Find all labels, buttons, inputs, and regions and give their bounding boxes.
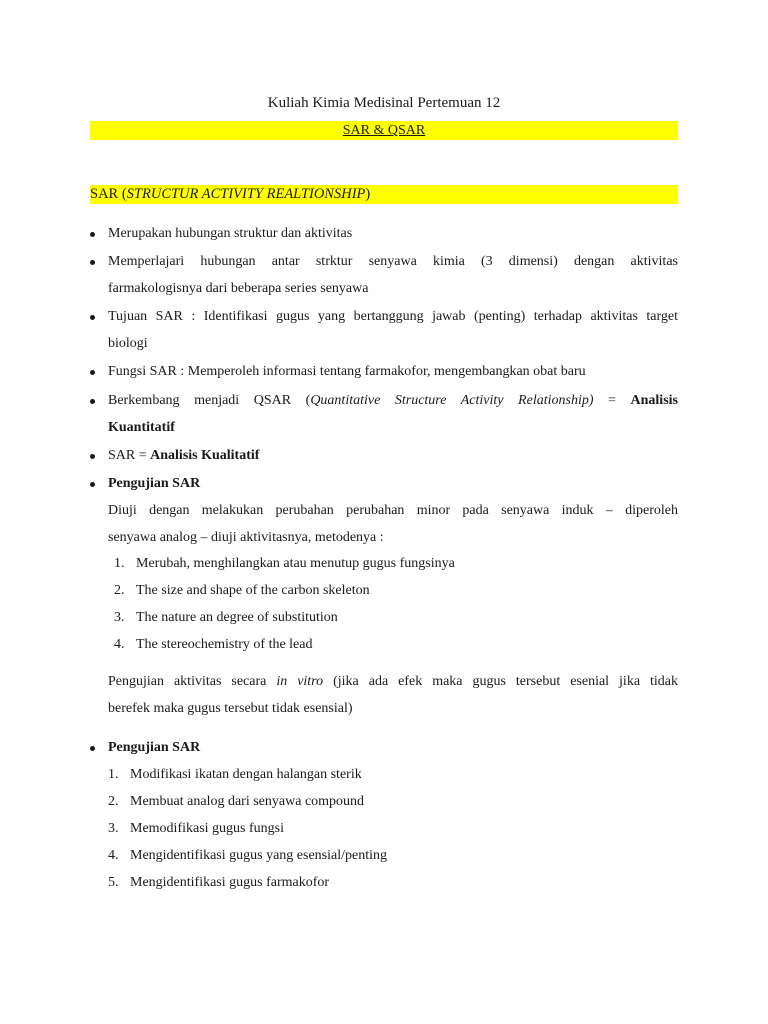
- list-item: [90, 248, 678, 302]
- numbered-item: [108, 815, 284, 842]
- bullet-dot: [90, 315, 95, 320]
- bullet-dot: [90, 260, 95, 265]
- numbered-item: [114, 550, 455, 577]
- bullet-text: [108, 387, 678, 414]
- qsar-bold-cont: Kuantitatif: [108, 420, 175, 435]
- bullet-dot: [90, 454, 95, 459]
- section-heading: [90, 185, 678, 204]
- qsar-equals: =: [593, 393, 631, 408]
- item-number: 3.: [114, 610, 125, 625]
- in-vitro-italic: in vitro: [276, 674, 324, 689]
- test2-heading: Pengujian SAR: [108, 740, 201, 755]
- in-vitro-post: (jika ada efek maka gugus tersebut esenial jika tidak: [323, 674, 678, 689]
- banner-highlight: [90, 121, 678, 140]
- bullet-dot: [90, 370, 95, 375]
- item-number: 2.: [114, 583, 125, 598]
- test1-desc-line1: Diuji dengan melakukan perubahan perubahan minor pada senyawa induk – diperoleh: [108, 503, 678, 518]
- item-text: Merubah, menghilangkan atau menutup gugus fungsinya: [136, 556, 455, 571]
- bullet-text: Tujuan SAR : Identifikasi gugus yang bertanggung jawab (penting) terhadap aktivitas target: [108, 309, 678, 324]
- list-item: [90, 303, 678, 357]
- item-number: 5.: [108, 875, 119, 890]
- document-title: Kuliah Kimia Medisinal Pertemuan 12: [267, 95, 501, 111]
- sar-bold: Analisis Kualitatif: [150, 448, 260, 463]
- bullet-text-cont: [108, 414, 678, 441]
- sar-prefix: SAR =: [108, 448, 151, 463]
- test1-description: [108, 497, 678, 551]
- item-text: The stereochemistry of the lead: [136, 637, 313, 652]
- bullet-text: Fungsi SAR : Memperoleh informasi tentang farmakofor, mengembangkan obat baru: [108, 364, 586, 379]
- item-text: Memodifikasi gugus fungsi: [130, 821, 284, 836]
- bullet-text: [108, 734, 678, 761]
- item-number: 1.: [114, 556, 125, 571]
- numbered-item: [108, 869, 329, 896]
- numbered-item: [114, 631, 312, 658]
- section-suffix: ): [365, 186, 371, 202]
- numbered-item: [108, 761, 362, 788]
- list-item: [90, 734, 678, 761]
- bullet-text: Merupakan hubungan struktur dan aktivitas: [108, 226, 353, 241]
- test1-heading: Pengujian SAR: [108, 476, 201, 491]
- in-vitro-line2: berefek maka gugus tersebut tidak esensial): [108, 701, 353, 716]
- bullet-dot: [90, 399, 95, 404]
- bullet-text: [108, 470, 678, 497]
- bullet-dot: [90, 232, 95, 237]
- item-number: 4.: [114, 637, 125, 652]
- qsar-bold: Analisis: [630, 393, 678, 408]
- list-item: [90, 358, 678, 385]
- numbered-item: [114, 577, 370, 604]
- numbered-item: [114, 604, 338, 631]
- bullet-dot: [90, 482, 95, 487]
- item-text: Mengidentifikasi gugus farmakofor: [130, 875, 330, 890]
- item-text: Modifikasi ikatan dengan halangan sterik: [130, 767, 362, 782]
- item-number: 1.: [108, 767, 119, 782]
- section-prefix: SAR (: [90, 186, 127, 202]
- qsar-italic: Quantitative Structure Activity Relationship): [310, 393, 594, 408]
- bullet-text: Memperlajari hubungan antar strktur senyawa kimia (3 dimensi) dengan aktivitas: [108, 254, 678, 269]
- bullet-text-cont: farmakologisnya dari beberapa series senyawa: [108, 281, 369, 296]
- qsar-prefix: Berkembang menjadi QSAR (: [108, 393, 311, 408]
- banner-title: SAR & QSAR: [342, 123, 426, 138]
- item-text: Membuat analog dari senyawa compound: [130, 794, 365, 809]
- section-italic: STRUCTUR ACTIVITY REALTIONSHIP: [126, 186, 366, 202]
- in-vitro-line1: [108, 668, 678, 695]
- test1-desc-line2: senyawa analog – diuji aktivitasnya, metodenya :: [108, 530, 384, 545]
- item-number: 3.: [108, 821, 119, 836]
- item-number: 4.: [108, 848, 119, 863]
- bullet-dot: [90, 746, 95, 751]
- list-item: [90, 442, 678, 469]
- item-number: 2.: [108, 794, 119, 809]
- item-text: Mengidentifikasi gugus yang esensial/penting: [130, 848, 388, 863]
- in-vitro-pre: Pengujian aktivitas secara: [108, 674, 277, 689]
- numbered-item: [108, 788, 364, 815]
- list-item: [90, 220, 678, 247]
- item-text: The nature an degree of substitution: [136, 610, 338, 625]
- bullet-text: [108, 442, 678, 469]
- numbered-item: [108, 842, 387, 869]
- list-item: [90, 387, 678, 441]
- item-text: The size and shape of the carbon skeleton: [136, 583, 370, 598]
- in-vitro-paragraph: [108, 668, 678, 722]
- list-item: [90, 470, 678, 497]
- bullet-text-cont: biologi: [108, 336, 148, 351]
